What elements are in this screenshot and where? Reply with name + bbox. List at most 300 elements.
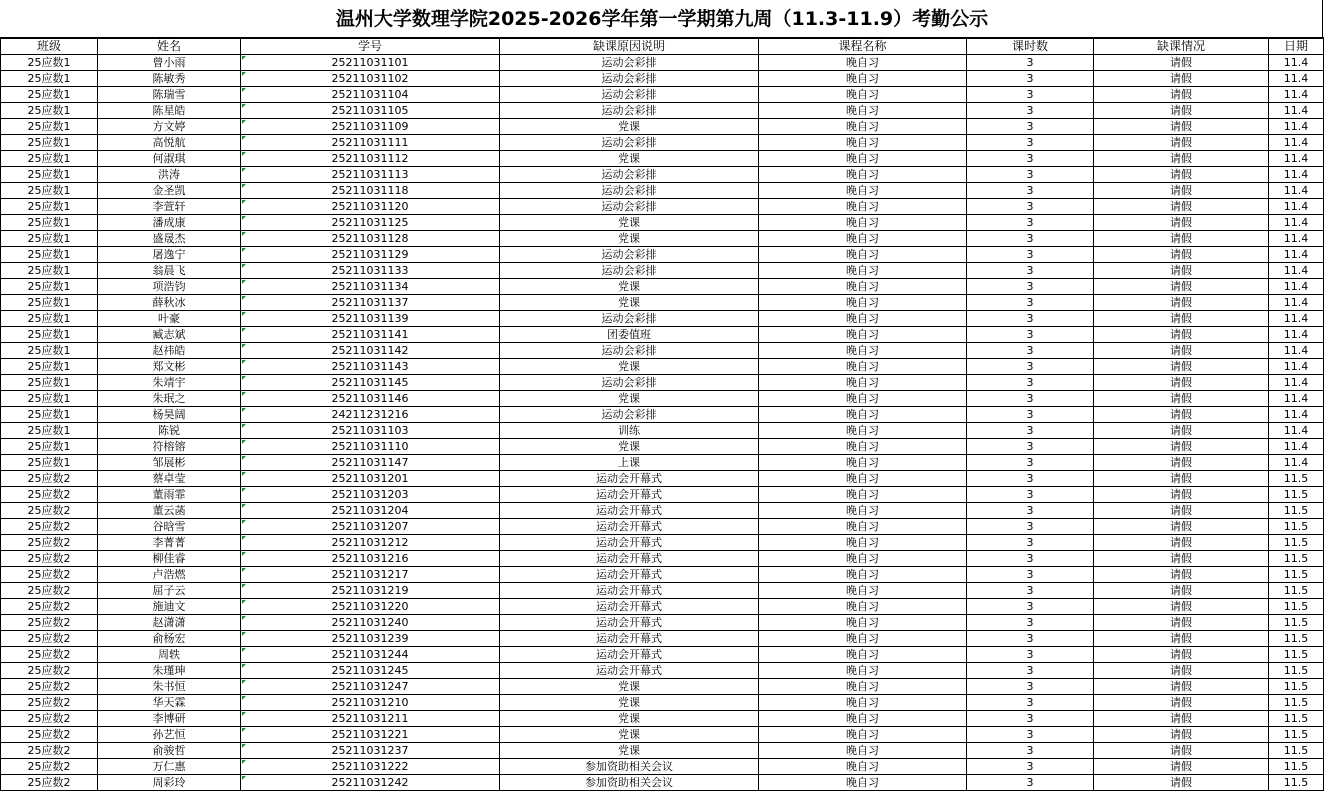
cell-date[interactable]: 11.5: [1269, 583, 1324, 599]
cell-reason[interactable]: 运动会彩排: [500, 167, 759, 183]
cell-student-id[interactable]: 25211031137: [241, 295, 500, 311]
cell-reason[interactable]: 党课: [500, 119, 759, 135]
cell-absence-status[interactable]: 请假: [1094, 279, 1269, 295]
cell-reason[interactable]: 运动会彩排: [500, 407, 759, 423]
cell-student-id[interactable]: 25211031109: [241, 119, 500, 135]
cell-name[interactable]: 谷晗雪: [98, 519, 241, 535]
cell-hours[interactable]: 3: [967, 663, 1094, 679]
cell-reason[interactable]: 运动会彩排: [500, 103, 759, 119]
cell-reason[interactable]: 党课: [500, 439, 759, 455]
cell-course[interactable]: 晚自习: [759, 487, 967, 503]
cell-hours[interactable]: 3: [967, 455, 1094, 471]
cell-student-id[interactable]: 25211031207: [241, 519, 500, 535]
cell-course[interactable]: 晚自习: [759, 519, 967, 535]
cell-date[interactable]: 11.4: [1269, 103, 1324, 119]
cell-class[interactable]: 25应数1: [1, 327, 98, 343]
cell-hours[interactable]: 3: [967, 775, 1094, 791]
cell-class[interactable]: 25应数2: [1, 487, 98, 503]
cell-course[interactable]: 晚自习: [759, 135, 967, 151]
cell-course[interactable]: 晚自习: [759, 423, 967, 439]
cell-course[interactable]: 晚自习: [759, 567, 967, 583]
cell-course[interactable]: 晚自习: [759, 55, 967, 71]
cell-name[interactable]: 叶豪: [98, 311, 241, 327]
cell-absence-status[interactable]: 请假: [1094, 311, 1269, 327]
cell-hours[interactable]: 3: [967, 215, 1094, 231]
cell-name[interactable]: 翁晨飞: [98, 263, 241, 279]
cell-absence-status[interactable]: 请假: [1094, 391, 1269, 407]
cell-student-id[interactable]: 25211031133: [241, 263, 500, 279]
cell-name[interactable]: 李菁菁: [98, 535, 241, 551]
cell-absence-status[interactable]: 请假: [1094, 263, 1269, 279]
cell-date[interactable]: 11.4: [1269, 295, 1324, 311]
cell-course[interactable]: 晚自习: [759, 103, 967, 119]
cell-student-id[interactable]: 25211031105: [241, 103, 500, 119]
cell-course[interactable]: 晚自习: [759, 599, 967, 615]
cell-course[interactable]: 晚自习: [759, 119, 967, 135]
cell-date[interactable]: 11.4: [1269, 375, 1324, 391]
cell-name[interactable]: 万仁惠: [98, 759, 241, 775]
cell-class[interactable]: 25应数2: [1, 471, 98, 487]
cell-class[interactable]: 25应数1: [1, 359, 98, 375]
cell-name[interactable]: 陈锐: [98, 423, 241, 439]
cell-student-id[interactable]: 25211031118: [241, 183, 500, 199]
cell-hours[interactable]: 3: [967, 631, 1094, 647]
cell-name[interactable]: 邹展彬: [98, 455, 241, 471]
cell-class[interactable]: 25应数1: [1, 183, 98, 199]
cell-date[interactable]: 11.4: [1269, 87, 1324, 103]
cell-class[interactable]: 25应数2: [1, 663, 98, 679]
cell-student-id[interactable]: 25211031143: [241, 359, 500, 375]
cell-student-id[interactable]: 25211031211: [241, 711, 500, 727]
cell-date[interactable]: 11.4: [1269, 423, 1324, 439]
cell-student-id[interactable]: 25211031240: [241, 615, 500, 631]
cell-class[interactable]: 25应数1: [1, 167, 98, 183]
header-student-id[interactable]: 学号: [241, 39, 500, 55]
cell-hours[interactable]: 3: [967, 263, 1094, 279]
cell-absence-status[interactable]: 请假: [1094, 727, 1269, 743]
cell-course[interactable]: 晚自习: [759, 71, 967, 87]
cell-absence-status[interactable]: 请假: [1094, 295, 1269, 311]
cell-reason[interactable]: 运动会开幕式: [500, 519, 759, 535]
cell-name[interactable]: 高悦航: [98, 135, 241, 151]
cell-hours[interactable]: 3: [967, 167, 1094, 183]
cell-hours[interactable]: 3: [967, 231, 1094, 247]
cell-date[interactable]: 11.4: [1269, 327, 1324, 343]
cell-name[interactable]: 符榕镕: [98, 439, 241, 455]
cell-reason[interactable]: 运动会彩排: [500, 263, 759, 279]
cell-course[interactable]: 晚自习: [759, 375, 967, 391]
cell-course[interactable]: 晚自习: [759, 327, 967, 343]
cell-name[interactable]: 赵祎皓: [98, 343, 241, 359]
cell-course[interactable]: 晚自习: [759, 455, 967, 471]
cell-absence-status[interactable]: 请假: [1094, 423, 1269, 439]
cell-class[interactable]: 25应数1: [1, 439, 98, 455]
cell-date[interactable]: 11.5: [1269, 567, 1324, 583]
cell-reason[interactable]: 党课: [500, 279, 759, 295]
cell-student-id[interactable]: 25211031120: [241, 199, 500, 215]
cell-absence-status[interactable]: 请假: [1094, 647, 1269, 663]
cell-student-id[interactable]: 25211031128: [241, 231, 500, 247]
cell-student-id[interactable]: 25211031204: [241, 503, 500, 519]
cell-class[interactable]: 25应数1: [1, 295, 98, 311]
cell-class[interactable]: 25应数1: [1, 199, 98, 215]
cell-name[interactable]: 陈星皓: [98, 103, 241, 119]
cell-student-id[interactable]: 25211031245: [241, 663, 500, 679]
cell-course[interactable]: 晚自习: [759, 247, 967, 263]
cell-course[interactable]: 晚自习: [759, 583, 967, 599]
cell-hours[interactable]: 3: [967, 247, 1094, 263]
cell-reason[interactable]: 上课: [500, 455, 759, 471]
cell-course[interactable]: 晚自习: [759, 407, 967, 423]
cell-hours[interactable]: 3: [967, 103, 1094, 119]
cell-course[interactable]: 晚自习: [759, 439, 967, 455]
cell-date[interactable]: 11.5: [1269, 647, 1324, 663]
cell-hours[interactable]: 3: [967, 375, 1094, 391]
cell-name[interactable]: 朱瑾珅: [98, 663, 241, 679]
cell-hours[interactable]: 3: [967, 439, 1094, 455]
cell-date[interactable]: 11.4: [1269, 119, 1324, 135]
cell-course[interactable]: 晚自习: [759, 263, 967, 279]
cell-hours[interactable]: 3: [967, 279, 1094, 295]
cell-course[interactable]: 晚自习: [759, 311, 967, 327]
cell-hours[interactable]: 3: [967, 535, 1094, 551]
cell-course[interactable]: 晚自习: [759, 183, 967, 199]
cell-class[interactable]: 25应数1: [1, 311, 98, 327]
cell-class[interactable]: 25应数1: [1, 103, 98, 119]
cell-hours[interactable]: 3: [967, 135, 1094, 151]
cell-reason[interactable]: 党课: [500, 679, 759, 695]
cell-hours[interactable]: 3: [967, 583, 1094, 599]
cell-absence-status[interactable]: 请假: [1094, 327, 1269, 343]
header-absence-status[interactable]: 缺课情况: [1094, 39, 1269, 55]
cell-absence-status[interactable]: 请假: [1094, 551, 1269, 567]
cell-course[interactable]: 晚自习: [759, 151, 967, 167]
cell-reason[interactable]: 运动会开幕式: [500, 567, 759, 583]
cell-reason[interactable]: 党课: [500, 151, 759, 167]
cell-absence-status[interactable]: 请假: [1094, 119, 1269, 135]
cell-course[interactable]: 晚自习: [759, 471, 967, 487]
cell-reason[interactable]: 运动会开幕式: [500, 615, 759, 631]
cell-hours[interactable]: 3: [967, 519, 1094, 535]
cell-class[interactable]: 25应数2: [1, 711, 98, 727]
cell-date[interactable]: 11.4: [1269, 151, 1324, 167]
cell-name[interactable]: 朱书恒: [98, 679, 241, 695]
cell-class[interactable]: 25应数1: [1, 455, 98, 471]
cell-reason[interactable]: 党课: [500, 727, 759, 743]
cell-date[interactable]: 11.5: [1269, 551, 1324, 567]
cell-reason[interactable]: 运动会彩排: [500, 71, 759, 87]
cell-hours[interactable]: 3: [967, 391, 1094, 407]
cell-name[interactable]: 何淑琪: [98, 151, 241, 167]
cell-hours[interactable]: 3: [967, 295, 1094, 311]
cell-date[interactable]: 11.4: [1269, 343, 1324, 359]
cell-course[interactable]: 晚自习: [759, 231, 967, 247]
cell-class[interactable]: 25应数1: [1, 151, 98, 167]
cell-student-id[interactable]: 25211031145: [241, 375, 500, 391]
cell-name[interactable]: 蔡卓莹: [98, 471, 241, 487]
cell-class[interactable]: 25应数1: [1, 231, 98, 247]
cell-student-id[interactable]: 25211031113: [241, 167, 500, 183]
cell-hours[interactable]: 3: [967, 647, 1094, 663]
cell-course[interactable]: 晚自习: [759, 391, 967, 407]
cell-reason[interactable]: 党课: [500, 743, 759, 759]
cell-name[interactable]: 李博研: [98, 711, 241, 727]
cell-student-id[interactable]: 25211031111: [241, 135, 500, 151]
cell-student-id[interactable]: 25211031201: [241, 471, 500, 487]
cell-class[interactable]: 25应数2: [1, 631, 98, 647]
cell-date[interactable]: 11.5: [1269, 631, 1324, 647]
cell-student-id[interactable]: 25211031203: [241, 487, 500, 503]
cell-date[interactable]: 11.4: [1269, 407, 1324, 423]
cell-name[interactable]: 赵潇潇: [98, 615, 241, 631]
cell-reason[interactable]: 党课: [500, 215, 759, 231]
header-hours[interactable]: 课时数: [967, 39, 1094, 55]
cell-student-id[interactable]: 25211031110: [241, 439, 500, 455]
cell-student-id[interactable]: 25211031104: [241, 87, 500, 103]
cell-hours[interactable]: 3: [967, 599, 1094, 615]
cell-student-id[interactable]: 25211031101: [241, 55, 500, 71]
cell-student-id[interactable]: 25211031129: [241, 247, 500, 263]
cell-name[interactable]: 董雨霏: [98, 487, 241, 503]
cell-hours[interactable]: 3: [967, 551, 1094, 567]
cell-reason[interactable]: 运动会开幕式: [500, 503, 759, 519]
cell-name[interactable]: 俞骏哲: [98, 743, 241, 759]
cell-hours[interactable]: 3: [967, 87, 1094, 103]
cell-hours[interactable]: 3: [967, 679, 1094, 695]
cell-student-id[interactable]: 25211031216: [241, 551, 500, 567]
cell-hours[interactable]: 3: [967, 503, 1094, 519]
cell-course[interactable]: 晚自习: [759, 87, 967, 103]
cell-reason[interactable]: 党课: [500, 711, 759, 727]
cell-student-id[interactable]: 25211031112: [241, 151, 500, 167]
cell-date[interactable]: 11.4: [1269, 391, 1324, 407]
cell-course[interactable]: 晚自习: [759, 503, 967, 519]
cell-reason[interactable]: 运动会开幕式: [500, 487, 759, 503]
cell-reason[interactable]: 运动会开幕式: [500, 631, 759, 647]
header-date[interactable]: 日期: [1269, 39, 1324, 55]
cell-absence-status[interactable]: 请假: [1094, 151, 1269, 167]
cell-reason[interactable]: 运动会彩排: [500, 55, 759, 71]
cell-reason[interactable]: 运动会开幕式: [500, 551, 759, 567]
cell-course[interactable]: 晚自习: [759, 215, 967, 231]
cell-hours[interactable]: 3: [967, 727, 1094, 743]
cell-name[interactable]: 潘成康: [98, 215, 241, 231]
cell-class[interactable]: 25应数1: [1, 343, 98, 359]
cell-date[interactable]: 11.4: [1269, 71, 1324, 87]
cell-date[interactable]: 11.4: [1269, 199, 1324, 215]
cell-student-id[interactable]: 25211031242: [241, 775, 500, 791]
cell-absence-status[interactable]: 请假: [1094, 455, 1269, 471]
cell-absence-status[interactable]: 请假: [1094, 535, 1269, 551]
cell-name[interactable]: 屠逸宁: [98, 247, 241, 263]
cell-reason[interactable]: 党课: [500, 295, 759, 311]
cell-name[interactable]: 金圣凯: [98, 183, 241, 199]
cell-class[interactable]: 25应数1: [1, 135, 98, 151]
cell-absence-status[interactable]: 请假: [1094, 135, 1269, 151]
cell-reason[interactable]: 运动会彩排: [500, 135, 759, 151]
cell-date[interactable]: 11.5: [1269, 711, 1324, 727]
cell-class[interactable]: 25应数1: [1, 55, 98, 71]
cell-reason[interactable]: 党课: [500, 231, 759, 247]
cell-date[interactable]: 11.5: [1269, 695, 1324, 711]
cell-name[interactable]: 朱靖宇: [98, 375, 241, 391]
cell-absence-status[interactable]: 请假: [1094, 631, 1269, 647]
cell-date[interactable]: 11.5: [1269, 759, 1324, 775]
cell-class[interactable]: 25应数2: [1, 759, 98, 775]
cell-class[interactable]: 25应数1: [1, 119, 98, 135]
cell-course[interactable]: 晚自习: [759, 743, 967, 759]
cell-absence-status[interactable]: 请假: [1094, 407, 1269, 423]
cell-name[interactable]: 俞杨宏: [98, 631, 241, 647]
cell-date[interactable]: 11.5: [1269, 503, 1324, 519]
cell-hours[interactable]: 3: [967, 327, 1094, 343]
cell-absence-status[interactable]: 请假: [1094, 503, 1269, 519]
cell-name[interactable]: 施迪文: [98, 599, 241, 615]
cell-reason[interactable]: 团委值班: [500, 327, 759, 343]
cell-hours[interactable]: 3: [967, 311, 1094, 327]
cell-student-id[interactable]: 25211031244: [241, 647, 500, 663]
cell-date[interactable]: 11.4: [1269, 247, 1324, 263]
cell-date[interactable]: 11.5: [1269, 679, 1324, 695]
cell-student-id[interactable]: 25211031139: [241, 311, 500, 327]
cell-class[interactable]: 25应数1: [1, 391, 98, 407]
cell-name[interactable]: 屈子云: [98, 583, 241, 599]
cell-course[interactable]: 晚自习: [759, 343, 967, 359]
cell-class[interactable]: 25应数1: [1, 375, 98, 391]
cell-course[interactable]: 晚自习: [759, 167, 967, 183]
cell-absence-status[interactable]: 请假: [1094, 55, 1269, 71]
cell-reason[interactable]: 运动会开幕式: [500, 535, 759, 551]
cell-name[interactable]: 陈瑞雪: [98, 87, 241, 103]
cell-student-id[interactable]: 25211031220: [241, 599, 500, 615]
cell-date[interactable]: 11.5: [1269, 519, 1324, 535]
cell-class[interactable]: 25应数1: [1, 87, 98, 103]
cell-course[interactable]: 晚自习: [759, 759, 967, 775]
cell-class[interactable]: 25应数1: [1, 407, 98, 423]
cell-class[interactable]: 25应数1: [1, 423, 98, 439]
cell-hours[interactable]: 3: [967, 759, 1094, 775]
cell-date[interactable]: 11.4: [1269, 311, 1324, 327]
cell-course[interactable]: 晚自习: [759, 711, 967, 727]
cell-name[interactable]: 卢浩燃: [98, 567, 241, 583]
cell-course[interactable]: 晚自习: [759, 615, 967, 631]
cell-name[interactable]: 孙艺恒: [98, 727, 241, 743]
cell-reason[interactable]: 运动会开幕式: [500, 647, 759, 663]
cell-name[interactable]: 李萱轩: [98, 199, 241, 215]
cell-student-id[interactable]: 25211031102: [241, 71, 500, 87]
cell-class[interactable]: 25应数2: [1, 551, 98, 567]
cell-student-id[interactable]: 25211031147: [241, 455, 500, 471]
cell-student-id[interactable]: 25211031219: [241, 583, 500, 599]
cell-class[interactable]: 25应数2: [1, 775, 98, 791]
cell-reason[interactable]: 党课: [500, 359, 759, 375]
cell-hours[interactable]: 3: [967, 711, 1094, 727]
cell-class[interactable]: 25应数1: [1, 279, 98, 295]
cell-name[interactable]: 杨昊阔: [98, 407, 241, 423]
cell-class[interactable]: 25应数2: [1, 567, 98, 583]
cell-reason[interactable]: 运动会开幕式: [500, 583, 759, 599]
cell-hours[interactable]: 3: [967, 183, 1094, 199]
cell-absence-status[interactable]: 请假: [1094, 71, 1269, 87]
cell-name[interactable]: 柳佳睿: [98, 551, 241, 567]
cell-date[interactable]: 11.4: [1269, 263, 1324, 279]
cell-student-id[interactable]: 25211031247: [241, 679, 500, 695]
cell-date[interactable]: 11.5: [1269, 743, 1324, 759]
cell-student-id[interactable]: 25211031146: [241, 391, 500, 407]
cell-student-id[interactable]: 25211031239: [241, 631, 500, 647]
cell-name[interactable]: 董云菡: [98, 503, 241, 519]
cell-absence-status[interactable]: 请假: [1094, 103, 1269, 119]
cell-absence-status[interactable]: 请假: [1094, 567, 1269, 583]
cell-reason[interactable]: 运动会开幕式: [500, 471, 759, 487]
cell-absence-status[interactable]: 请假: [1094, 439, 1269, 455]
cell-absence-status[interactable]: 请假: [1094, 679, 1269, 695]
cell-student-id[interactable]: 25211031217: [241, 567, 500, 583]
cell-reason[interactable]: 训练: [500, 423, 759, 439]
cell-course[interactable]: 晚自习: [759, 775, 967, 791]
cell-class[interactable]: 25应数2: [1, 695, 98, 711]
cell-student-id[interactable]: 25211031222: [241, 759, 500, 775]
cell-absence-status[interactable]: 请假: [1094, 215, 1269, 231]
cell-reason[interactable]: 参加资助相关会议: [500, 775, 759, 791]
cell-absence-status[interactable]: 请假: [1094, 711, 1269, 727]
cell-reason[interactable]: 运动会彩排: [500, 343, 759, 359]
cell-absence-status[interactable]: 请假: [1094, 471, 1269, 487]
cell-date[interactable]: 11.4: [1269, 439, 1324, 455]
cell-student-id[interactable]: 25211031142: [241, 343, 500, 359]
cell-absence-status[interactable]: 请假: [1094, 183, 1269, 199]
cell-name[interactable]: 薛秋冰: [98, 295, 241, 311]
cell-absence-status[interactable]: 请假: [1094, 167, 1269, 183]
cell-course[interactable]: 晚自习: [759, 535, 967, 551]
cell-date[interactable]: 11.5: [1269, 615, 1324, 631]
cell-hours[interactable]: 3: [967, 743, 1094, 759]
cell-student-id[interactable]: 25211031212: [241, 535, 500, 551]
cell-date[interactable]: 11.4: [1269, 167, 1324, 183]
cell-class[interactable]: 25应数2: [1, 599, 98, 615]
cell-date[interactable]: 11.5: [1269, 471, 1324, 487]
cell-hours[interactable]: 3: [967, 359, 1094, 375]
cell-class[interactable]: 25应数1: [1, 263, 98, 279]
cell-reason[interactable]: 运动会开幕式: [500, 599, 759, 615]
cell-absence-status[interactable]: 请假: [1094, 247, 1269, 263]
cell-absence-status[interactable]: 请假: [1094, 199, 1269, 215]
cell-class[interactable]: 25应数1: [1, 247, 98, 263]
cell-hours[interactable]: 3: [967, 471, 1094, 487]
cell-absence-status[interactable]: 请假: [1094, 487, 1269, 503]
cell-class[interactable]: 25应数1: [1, 215, 98, 231]
cell-name[interactable]: 臧志斌: [98, 327, 241, 343]
cell-absence-status[interactable]: 请假: [1094, 343, 1269, 359]
cell-hours[interactable]: 3: [967, 695, 1094, 711]
cell-date[interactable]: 11.5: [1269, 663, 1324, 679]
cell-class[interactable]: 25应数2: [1, 647, 98, 663]
cell-student-id[interactable]: 25211031134: [241, 279, 500, 295]
cell-name[interactable]: 洪涛: [98, 167, 241, 183]
cell-course[interactable]: 晚自习: [759, 647, 967, 663]
cell-absence-status[interactable]: 请假: [1094, 615, 1269, 631]
cell-reason[interactable]: 运动会彩排: [500, 375, 759, 391]
cell-hours[interactable]: 3: [967, 55, 1094, 71]
cell-hours[interactable]: 3: [967, 199, 1094, 215]
cell-class[interactable]: 25应数2: [1, 743, 98, 759]
cell-date[interactable]: 11.5: [1269, 599, 1324, 615]
cell-date[interactable]: 11.5: [1269, 775, 1324, 791]
cell-date[interactable]: 11.4: [1269, 455, 1324, 471]
cell-date[interactable]: 11.4: [1269, 135, 1324, 151]
cell-reason[interactable]: 运动会彩排: [500, 183, 759, 199]
cell-absence-status[interactable]: 请假: [1094, 695, 1269, 711]
